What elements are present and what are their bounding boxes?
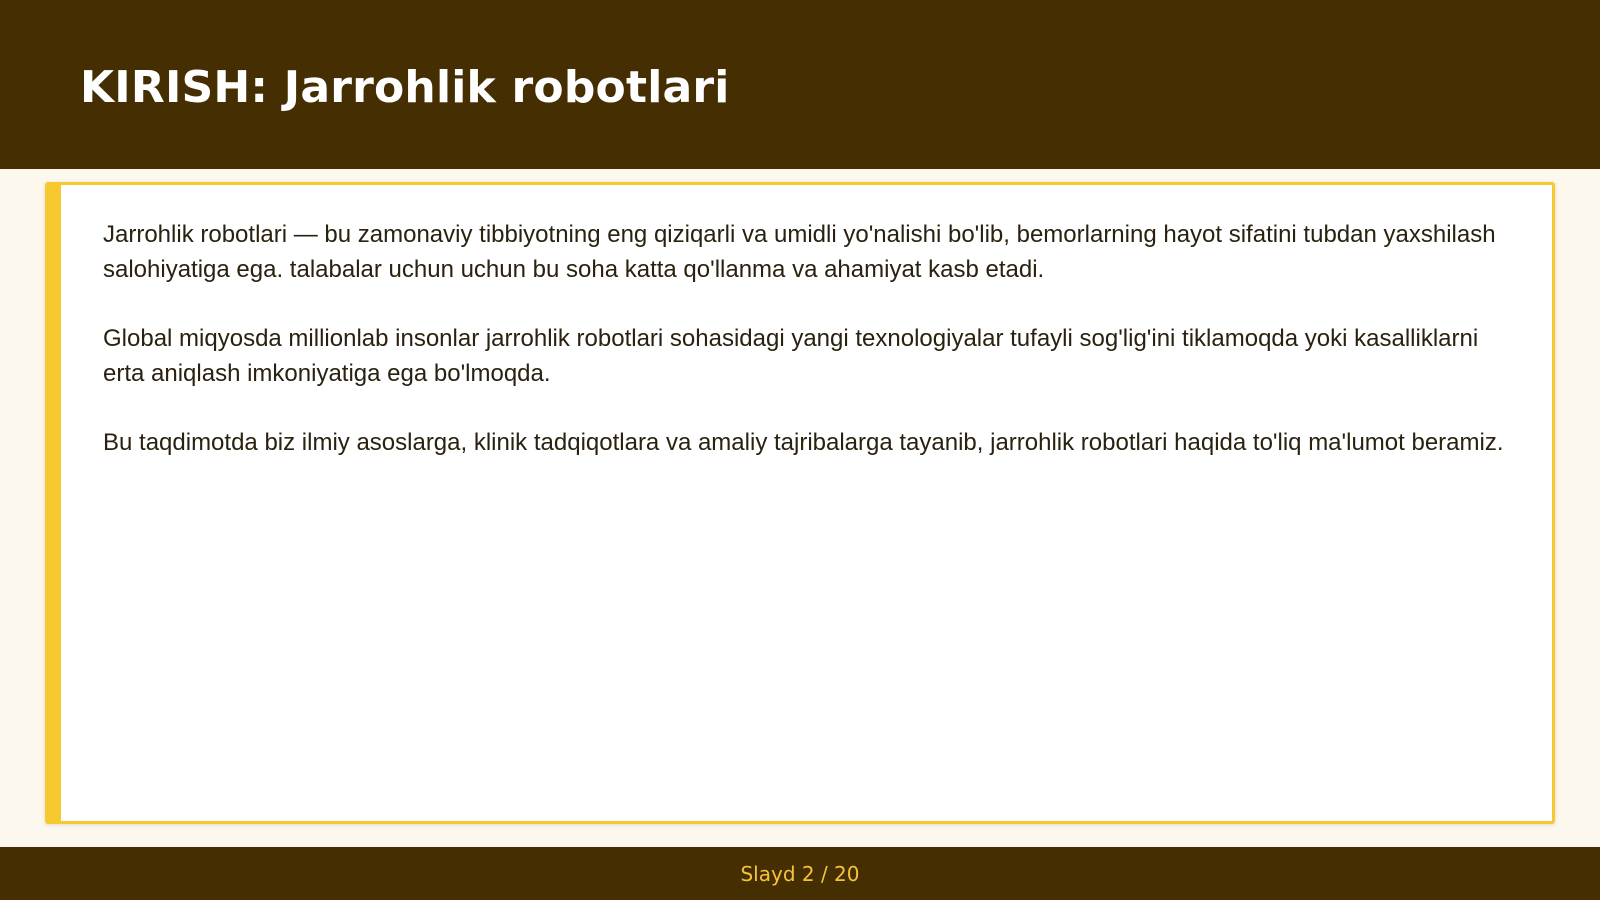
intro-paragraph: Jarrohlik robotlari — bu zamonaviy tibbiyotning eng qiziqarli va umidli yo'nalishi bo'lib, bemorlarning hayot sifatini tubdan yaxshilash salohiyatiga ega. talabalar uchun uchun bu soha katta qo'llanma va ahamiyat kasb etadi. — [103, 221, 1496, 283]
slide-counter: Slayd 2 / 20 — [740, 861, 860, 886]
global-impact-paragraph: Global miqyosda millionlab insonlar jarrohlik robotlari sohasidagi yangi texnologiyalar tufayli sog'lig'ini tiklamoqda yoki kasalliklarni erta aniqlash imkoniyatiga ega bo'lmoqda. — [103, 325, 1479, 387]
slide-title: KIRISH: Jarrohlik robotlari — [80, 62, 730, 113]
content-card — [45, 182, 1555, 824]
presentation-scope-paragraph: Bu taqdimotda biz ilmiy asoslarga, klinik tadqiqotlara va amaliy tajribalarga tayanib, jarrohlik robotlari haqida to'liq ma'lumot beramiz. — [103, 429, 1504, 456]
slide-footer — [0, 847, 1600, 900]
slide-header — [0, 0, 1600, 169]
